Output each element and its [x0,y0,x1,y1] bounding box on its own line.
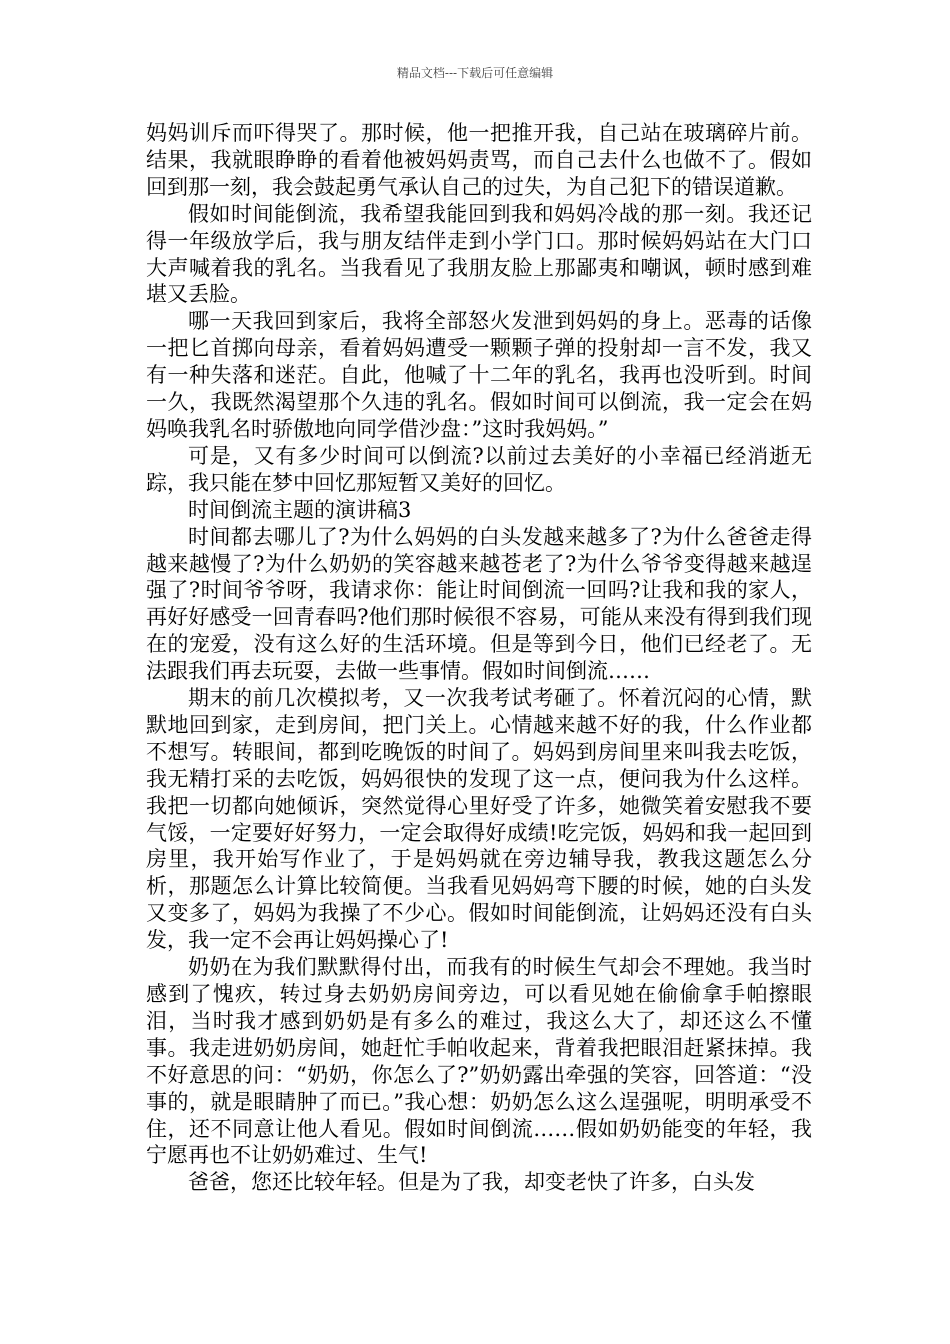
paragraph: 爸爸，您还比较年轻。但是为了我，却变老快了许多，白头发 [188,1170,755,1195]
paragraph: 假如时间能倒流，我希望我能回到我和妈妈冷战的那一刻。我还记得一年级放学后，我与朋友结伴走到小学门口。那时候妈妈站在大门口大声喊着我的乳名。当我看见了我朋友脸上那鄙夷和嘲讽，顿时感到难堪又丢脸。 [146,201,812,307]
paragraph: 妈妈训斥而吓得哭了。那时候，他一把推开我，自己站在玻璃碎片前。结果，我就眼睁睁的看着他被妈妈责骂，而自己去什么也做不了。假如回到那一刻，我会鼓起勇气承认自己的过失，为自己犯下的错误道歉。 [146,121,812,199]
paragraph: 奶奶在为我们默默得付出，而我有的时候生气却会不理她。我当时感到了愧疚，转过身去奶奶房间旁边，可以看见她在偷偷拿手帕擦眼泪，当时我才感到奶奶是有多么的难过，我这么大了，却还这么不懂事。我走进奶奶房间，她赶忙手帕收起来，背着我把眼泪赶紧抹掉。我不好意思的问：“奶奶，你怎么了?”奶奶露出牵强的笑容，回答道：“没事的，就是眼睛肿了而已。”我心想：奶奶怎么这么逞强呢，明明承受不住，还不同意让他人看见。假如时间倒流……假如奶奶能变的年轻，我宁愿再也不让奶奶难过、生气! [146,955,812,1168]
paragraph: 期末的前几次模拟考，又一次我考试考砸了。怀着沉闷的心情，默默地回到家，走到房间，把门关上。心情越来越不好的我，什么作业都不想写。转眼间，都到吃晚饭的时间了。妈妈到房间里来叫我去吃饭，我无精打采的去吃饭，妈妈很快的发现了这一点，便问我为什么这样。我把一切都向她倾诉，突然觉得心里好受了许多，她微笑着安慰我不要气馁，一定要好好努力，一定会取得好成绩!吃完饭，妈妈和我一起回到房里，我开始写作业了，于是妈妈就在旁边辅导我，教我这题怎么分析，那题怎么计算比较简便。当我看见妈妈弯下腰的时候，她的白头发又变多了，妈妈为我操了不少心。假如时间能倒流，让妈妈还没有白头发，我一定不会再让妈妈操心了! [146,686,812,953]
paragraph: 哪一天我回到家后，我将全部怒火发泄到妈妈的身上。恶毒的话像一把匕首掷向母亲，看着妈妈遭受一颗颗子弹的投射却一言不发，我又有一种失落和迷茫。自此，他喊了十二年的乳名，我再也没听到。时间一久，我既然渴望那个久违的乳名。假如时间可以倒流，我一定会在妈妈唤我乳名时骄傲地向同学借沙盘：”这时我妈妈。” [146,309,812,441]
page-header: 精品文档---下载后可任意编辑 [396,66,554,80]
paragraph: 可是，又有多少时间可以倒流?以前过去美好的小幸福已经消逝无踪，我只能在梦中回忆那短暂又美好的回忆。 [146,443,812,495]
paragraph: 时间都去哪儿了?为什么妈妈的白头发越来越多了?为什么爸爸走得越来越慢了?为什么奶奶的笑容越来越苍老了?为什么爷爷变得越来越逞强了?时间爷爷呀，我请求你：能让时间倒流一回吗?让我和我的家人，再好好感受一回青春吗?他们那时候很不容易，可能从来没有得到我们现在的宠爱，没有这么好的生活环境。但是等到今日，他们已经老了。无法跟我们再去玩耍，去做一些事情。假如时间倒流…… [146,524,812,684]
document-body [146,120,812,1196]
section-heading: 时间倒流主题的演讲稿3 [188,497,412,522]
